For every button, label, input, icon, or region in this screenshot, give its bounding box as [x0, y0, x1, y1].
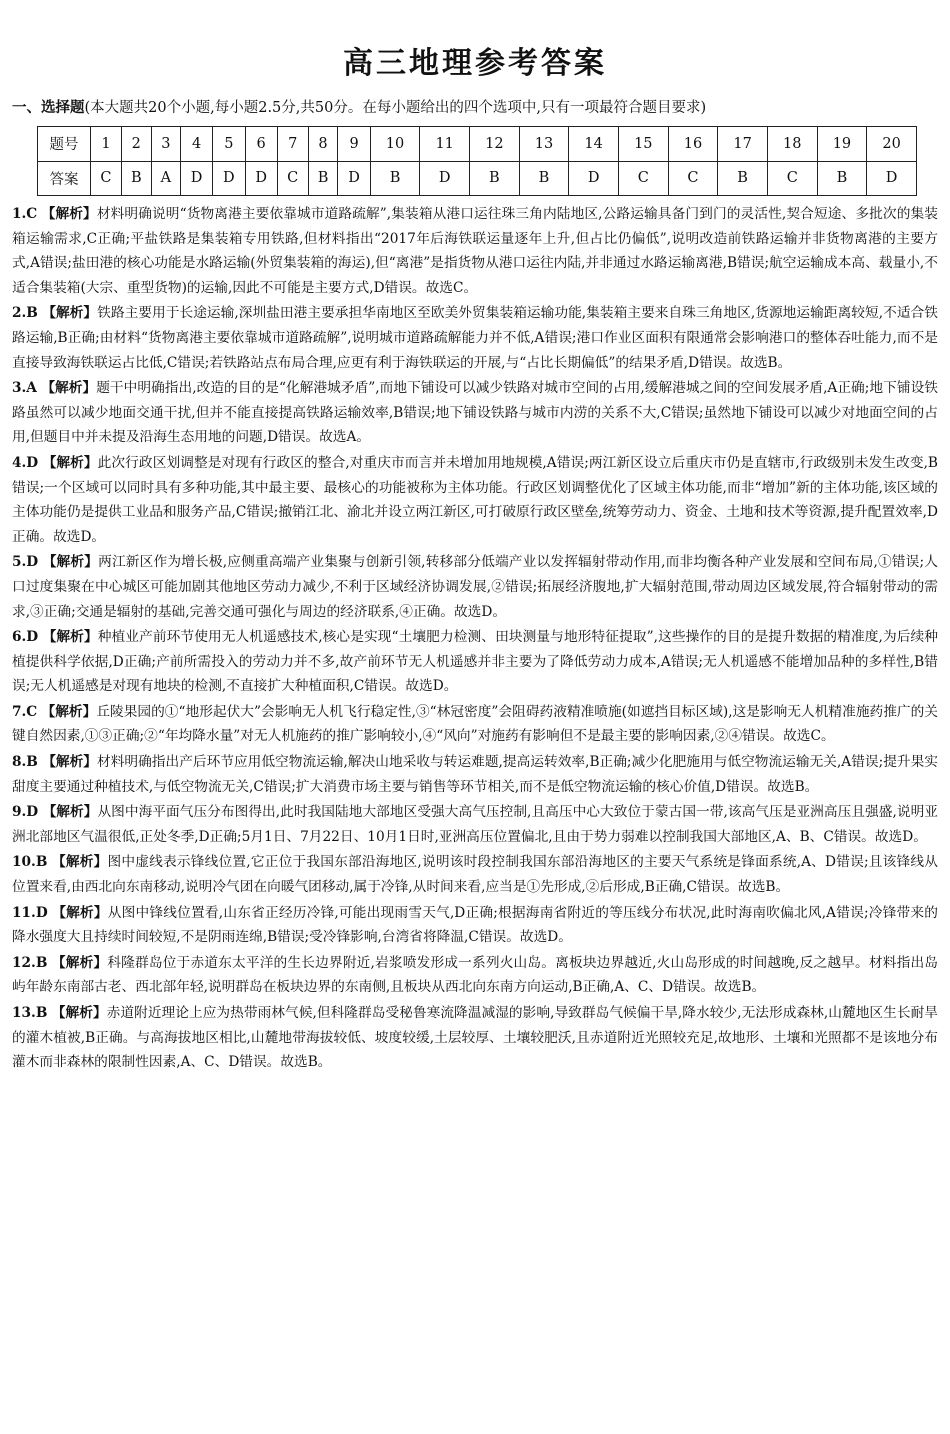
answer-cell: B — [817, 161, 867, 196]
answer-cell: D — [569, 161, 619, 196]
explanation-item — [12, 202, 938, 300]
question-number-cell: 20 — [867, 127, 917, 162]
question-number-cell: 19 — [817, 127, 867, 162]
analysis-tag: 【解析】 — [42, 305, 98, 322]
question-number-cell: 13 — [519, 127, 569, 162]
explanation-item — [12, 550, 938, 624]
explanation-item — [12, 625, 938, 699]
explanation-text: 铁路主要用于长途运输,深圳盐田港主要承担华南地区至欧美外贸集装箱运输功能,集装箱主要来自珠三角地区,货源地运输距离较短,不适合铁路运输,B正确;由材料“货物离港主要依靠城市道路疏解”,说明城市道路疏解能力并不低,A错误;港口作业区面积有限通常会影响港口的整体吞吐能力,而不是直接导致海铁联运占比低,C错误;若铁路站点布局合理,应更有利于海铁联运的开展,与“占比长期偏低”的结果矛盾,D错误。故选B。 — [12, 305, 938, 371]
question-label: 13.B — [12, 1005, 48, 1021]
explanation-item — [12, 850, 938, 899]
answer-cell: D — [420, 161, 470, 196]
explanation-item — [12, 951, 938, 1000]
answer-cell: C — [767, 161, 817, 196]
question-label: 3.A — [12, 380, 37, 397]
answer-cell: B — [370, 161, 420, 196]
analysis-tag: 【解析】 — [41, 380, 97, 397]
analysis-tag: 【解析】 — [52, 904, 108, 921]
question-number-cell: 3 — [151, 127, 180, 162]
explanation-item — [12, 700, 938, 749]
question-label: 5.D — [12, 554, 39, 571]
question-label: 1.C — [12, 206, 38, 222]
explanation-text: 材料明确说明“货物离港主要依靠城市道路疏解”,集装箱从港口运往珠三角内陆地区,公路运输具备门到门的灵活性,契合短途、多批次的集装箱运输需求,C正确;平盐铁路是集装箱专用铁路,但材料指出“2017年后海铁联运量逐年上升,但占比仍偏低”,说明改造前铁路运输并非货物离港的主要方式,A错误;盐田港的核心功能是水路运输(外贸集装箱的海运),但“离港”是指货物从港口运往内陆,并非通过水路运输离港,B错误;航空运输成本高、载量小,不适合集装箱(大宗、重型货物)的运输,因此不可能是主要方式,D错误。故选C。 — [12, 206, 938, 296]
answer-cell: D — [213, 161, 245, 196]
explanation-item — [12, 1001, 938, 1075]
explanations — [12, 202, 938, 1076]
answer-row-label: 答案 — [38, 161, 91, 196]
section-rule: (本大题共20个小题,每小题2.5分,共50分。在每小题给出的四个选项中,只有一项最符合题目要求) — [84, 100, 707, 116]
question-label: 2.B — [12, 305, 38, 322]
answer-cell: C — [277, 161, 308, 196]
explanation-text: 两江新区作为增长极,应侧重高端产业集聚与创新引领,转移部分低端产业以发挥辐射带动作用,而非均衡各种产业发展和空间布局,①错误;人口过度集聚在中心城区可能加剧其他地区劳动力减少,不利于区域经济协调发展,②错误;拓展经济腹地,扩大辐射范围,带动周边区域发展,符合辐射带动的需求,③正确;交通是辐射的基础,完善交通可强化与周边的经济联系,④正确。故选D。 — [12, 554, 938, 620]
analysis-tag: 【解析】 — [51, 854, 108, 871]
question-number-cell: 1 — [91, 127, 122, 162]
analysis-tag: 【解析】 — [42, 554, 99, 571]
question-label: 8.B — [12, 754, 38, 771]
explanation-item — [12, 301, 938, 375]
analysis-tag: 【解析】 — [42, 754, 98, 771]
analysis-tag: 【解析】 — [42, 454, 98, 471]
section-heading — [12, 96, 942, 117]
explanation-text: 材料明确指出产后环节应用低空物流运输,解决山地采收与转运难题,提高运转效率,B正确;减少化肥施用与低空物流运输无关,A错误;提升果实甜度主要通过种植技术,与低空物流无关,C错误;扩大消费市场主要与销售等环节相关,而不是低空物流运输的核心价值,D错误。故选B。 — [12, 754, 938, 795]
answer-cell: B — [121, 161, 151, 196]
explanation-item — [12, 376, 938, 450]
answer-cell: D — [245, 161, 277, 196]
question-number-cell: 4 — [180, 127, 212, 162]
explanation-text: 赤道附近理论上应为热带雨林气候,但科隆群岛受秘鲁寒流降温减湿的影响,导致群岛气候偏干旱,降水较少,无法形成森林,山麓地区生长耐旱的灌木植被,B正确。与高海拔地区相比,山麓地带海拔较低、坡度较缓,土层较厚、土壤较肥沃,且赤道附近光照较充足,故地形、土壤和光照都不是该地分布灌木而非森林的限制性因素,A、C、D错误。故选B。 — [12, 1005, 938, 1071]
question-number-cell: 12 — [470, 127, 520, 162]
section-lead: 一、选择题 — [12, 99, 85, 116]
question-number-cell: 2 — [121, 127, 151, 162]
answer-table — [37, 126, 917, 196]
question-number-cell: 17 — [718, 127, 768, 162]
question-number-cell: 11 — [420, 127, 470, 162]
question-label: 9.D — [12, 804, 39, 821]
explanation-item — [12, 800, 938, 849]
question-label: 12.B — [12, 954, 48, 971]
number-row-label: 题号 — [38, 127, 91, 162]
analysis-tag: 【解析】 — [41, 703, 97, 720]
answer-cell: B — [470, 161, 520, 196]
explanation-item — [12, 451, 938, 549]
question-label: 10.B — [12, 854, 48, 871]
explanation-text: 丘陵果园的①“地形起伏大”会影响无人机飞行稳定性,③“林冠密度”会阻碍药液精准喷施(如遮挡目标区域),这是影响无人机精准施药推广的关键自然因素,①③正确;②“年均降水量”对无人机施药的推广影响较小,④“风向”对施药有影响但不是最主要的影响因素,②④错误。故选C。 — [12, 703, 938, 745]
question-label: 6.D — [12, 629, 39, 646]
question-number-cell: 16 — [668, 127, 718, 162]
question-number-cell: 9 — [338, 127, 370, 162]
question-number-cell: 14 — [569, 127, 619, 162]
explanation-text: 从图中锋线位置看,山东省正经历冷锋,可能出现雨雪天气,D正确;根据海南省附近的等压线分布状况,此时海南吹偏北风,A错误;冷锋带来的降水强度大且持续时间较短,不是阴雨连绵,B错误;受冷锋影响,台湾省将降温,C错误。故选D。 — [12, 904, 938, 946]
explanation-item — [12, 750, 938, 799]
question-number-cell: 15 — [618, 127, 668, 162]
question-label: 7.C — [12, 703, 38, 720]
analysis-tag: 【解析】 — [42, 629, 98, 646]
answer-table-number-row — [38, 127, 917, 162]
analysis-tag: 【解析】 — [41, 206, 97, 222]
explanation-text: 从图中海平面气压分布图得出,此时我国陆地大部地区受强大高气压控制,且高压中心大致位于蒙古国一带,该高气压是亚洲高压且强盛,说明亚洲北部地区气温很低,正处冬季,D正确;5月1日、7月22日、10月1日时,亚洲高压位置偏北,且由于势力弱难以控制我国大部地区,A、B、C错误。故选D。 — [12, 804, 938, 845]
explanation-text: 图中虚线表示锋线位置,它正位于我国东部沿海地区,说明该时段控制我国东部沿海地区的主要天气系统是锋面系统,A、D错误;且该锋线从位置来看,由西北向东南移动,说明冷气团在向暖气团移动,属于冷锋,从时间来看,应当是①先形成,②后形成,B正确,C错误。故选B。 — [12, 854, 938, 896]
question-number-cell: 18 — [767, 127, 817, 162]
explanation-text: 种植业产前环节使用无人机遥感技术,核心是实现“土壤肥力检测、田块测量与地形特征提取”,这些操作的目的是提升数据的精准度,为后续种植提供科学依据,D正确;产前所需投入的劳动力并不多,故产前环节无人机遥感并非主要为了降低劳动力成本,A错误;无人机遥感不能增加品种的多样性,B错误;无人机遥感是对现有地块的检测,不直接扩大种植面积,C错误。故选D。 — [12, 629, 938, 695]
analysis-tag: 【解析】 — [42, 804, 98, 821]
explanation-item — [12, 901, 938, 950]
answer-cell: D — [867, 161, 917, 196]
question-number-cell: 7 — [277, 127, 308, 162]
question-number-cell: 5 — [213, 127, 245, 162]
question-number-cell: 10 — [370, 127, 420, 162]
answer-cell: C — [91, 161, 122, 196]
answer-table-answer-row — [38, 161, 917, 196]
answer-cell: C — [668, 161, 718, 196]
explanation-text: 此次行政区划调整是对现有行政区的整合,对重庆市而言并未增加用地规模,A错误;两江新区设立后重庆市仍是直辖市,行政级别未发生改变,B错误;一个区域可以同时具有多种功能,其中最主要、最核心的功能被称为主体功能。行政区划调整优化了区域主体功能,而非“增加”新的主体功能,该区域的主体功能仍是提供工业品和服务产品,C错误;撤销江北、渝北并设立两江新区,可打破原行政区壁垒,统筹劳动力、资金、土地和技术等资源,提升配置效率,D正确。故选D。 — [12, 454, 938, 545]
explanation-text: 题干中明确指出,改造的目的是“化解港城矛盾”,而地下铺设可以减少铁路对城市空间的占用,缓解港城之间的空间发展矛盾,A正确;地下铺设铁路虽然可以减少地面交通干扰,但并不能直接提高铁路运输效率,B错误;地下铺设铁路与城市内涝的关系不大,C错误;虽然地下铺设可以减少对地面空间的占用,但题目中并未提及沿海生态用地的问题,D错误。故选A。 — [12, 380, 938, 446]
answer-cell: B — [519, 161, 569, 196]
answer-cell: B — [718, 161, 768, 196]
question-label: 11.D — [12, 904, 48, 921]
answer-cell: D — [180, 161, 212, 196]
analysis-tag: 【解析】 — [51, 954, 108, 971]
analysis-tag: 【解析】 — [51, 1005, 107, 1021]
answer-cell: D — [338, 161, 370, 196]
question-number-cell: 6 — [245, 127, 277, 162]
answer-cell: A — [151, 161, 180, 196]
explanation-text: 科隆群岛位于赤道东太平洋的生长边界附近,岩浆喷发形成一系列火山岛。离板块边界越近,火山岛形成的时间越晚,反之越早。材料指出岛屿年龄东南部古老、西北部年轻,说明群岛在板块边界的东南侧,且板块从西北向东南方向运动,B正确,A、C、D错误。故选B。 — [12, 954, 938, 996]
question-number-cell: 8 — [308, 127, 338, 162]
answer-cell: B — [308, 161, 338, 196]
answer-cell: C — [618, 161, 668, 196]
question-label: 4.D — [12, 454, 39, 471]
page-title: 高三地理参考答案 — [343, 46, 607, 81]
